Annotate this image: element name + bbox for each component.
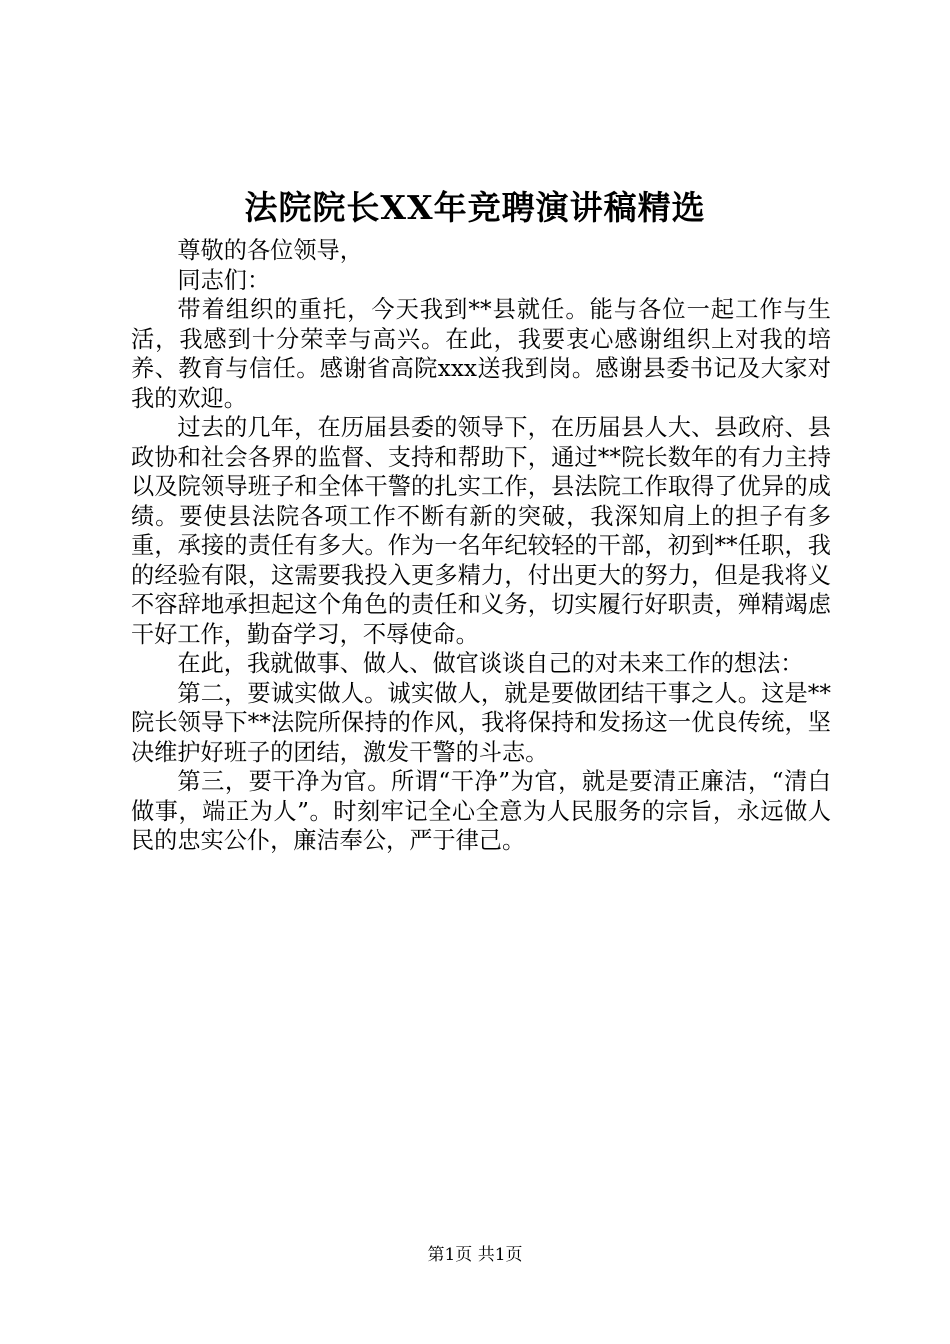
body-paragraph: 第三，要干净为官。所谓“干净”为官，就是要清正廉洁，“清白做事，端正为人”。时刻牢记全心全意为人民服务的宗旨，永远做人民的忠实公仆，廉洁奉公，严于律己。 [131, 768, 831, 854]
salutation-line: 尊敬的各位领导， [177, 237, 363, 264]
body-paragraph: 带着组织的重托，今天我到**县就任。能与各位一起工作与生活，我感到十分荣幸与高兴。在此，我要衷心感谢组织上对我的培养、教育与信任。感谢省高院xxx送我到岗。感谢县委书记及大家对我的欢迎。 [131, 296, 831, 412]
page-number-footer: 第1页 共1页 [427, 1245, 523, 1265]
body-paragraph: 第二，要诚实做人。诚实做人，就是要做团结干事之人。这是**院长领导下**法院所保持的作风，我将保持和发扬这一优良传统，坚决维护好班子的团结，激发干警的斗志。 [131, 679, 831, 766]
body-paragraph: 在此，我就做事、做人、做官谈谈自己的对未来工作的想法： [177, 650, 804, 677]
body-paragraph: 过去的几年，在历届县委的领导下，在历届县人大、县政府、县政协和社会各界的监督、支持和帮助下，通过**院长数年的有力主持以及院领导班子和全体干警的扎实工作，县法院工作取得了优异的成绩。要使县法院各项工作不断有新的突破，我深知肩上的担子有多重，承接的责任有多大。作为一名年纪较轻的干部，初到**任职，我的经验有限，这需要我投入更多精力，付出更大的努力，但是我将义不容辞地承担起这个角色的责任和义务，切实履行好职责，殚精竭虑干好工作，勤奋学习，不辱使命。 [131, 414, 831, 648]
document-title: 法院院长XX年竞聘演讲稿精选 [244, 188, 706, 227]
document-body [131, 236, 831, 856]
salutation-line: 同志们： [177, 266, 271, 294]
